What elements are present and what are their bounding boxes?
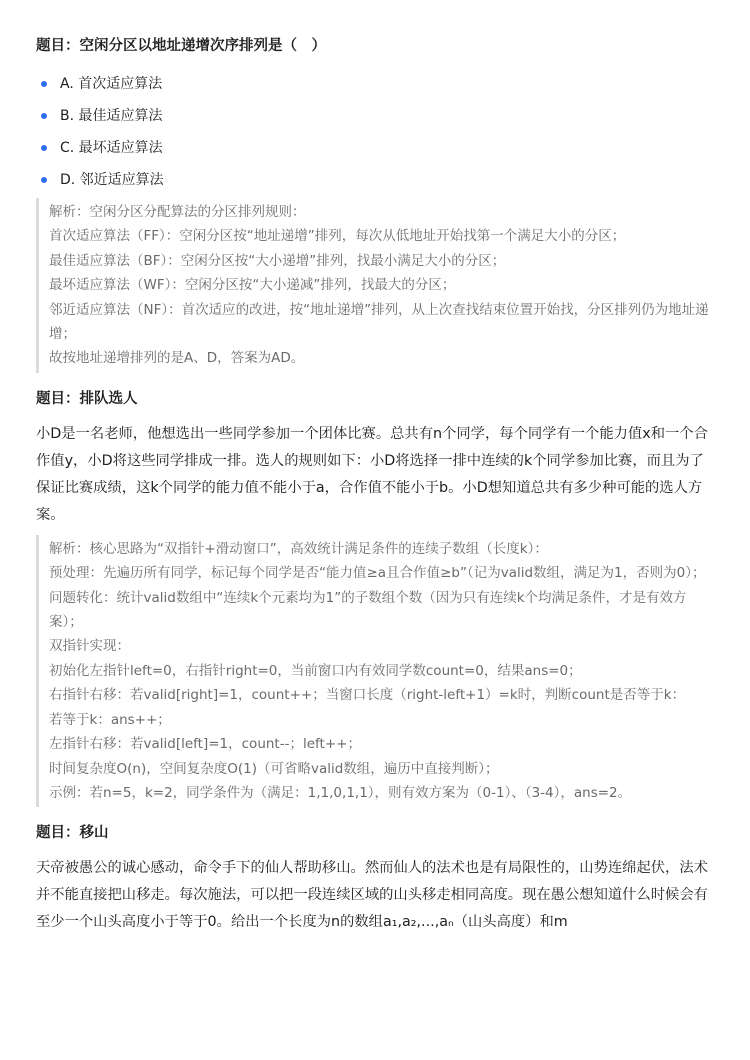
question-2-body: 小D是一名老师，他想选出一些同学参加一个团体比赛。总共有n个同学，每个同学有一个能力值x和一个合作值y，小D将这些同学排成一排。选人的规则如下：小D将选择一排中连续的k个同学参加比赛，而且为了保证比赛成绩，这k个同学的能力值不能小于a，合作值不能小于b。小D想知道总共有多少种可能的选人方案。	[36, 425, 708, 523]
question-3-body: 天帝被愚公的诚心感动，命令手下的仙人帮助移山。然而仙人的法术也是有局限性的，山势连绵起伏，法术并不能直接把山移走。每次施法，可以把一段连续区域的山头移走相同高度。现在愚公想知道什么时候会有至少一个山头高度小于等于0。给出一个长度为n的数组a₁,a₂,...,aₙ（山头高度）和m	[36, 860, 708, 931]
option-a-label: A. 首次适应算法	[60, 76, 163, 92]
analysis-line: 最坏适应算法（WF）：空闲分区按“大小递减”排列，找最大的分区；	[49, 277, 456, 294]
analysis-line: 右指针右移：若valid[right]=1，count++；当窗口长度（right-left+1）=k时，判断count是否等于k：	[49, 687, 686, 704]
analysis-line: 最佳适应算法（BF）：空闲分区按“大小递增”排列，找最小满足大小的分区；	[49, 252, 506, 269]
analysis-line: 左指针右移：若valid[left]=1，count--；left++；	[49, 736, 361, 753]
analysis-line: 问题转化：统计valid数组中“连续k个元素均为1”的子数组个数（因为只有连续k个均满足条件，才是有效方案）；	[49, 589, 687, 631]
question-2-title: 题目：排队选人	[36, 390, 138, 407]
analysis-line: 示例：若n=5，k=2，同学条件为（满足：1,1,0,1,1），则有效方案为（0-1）、（3-4），ans=2。	[49, 784, 632, 801]
analysis-line: 解析：核心思路为“双指针+滑动窗口”，高效统计满足条件的连续子数组（长度k）：	[49, 540, 548, 557]
option-d-label: D. 邻近适应算法	[60, 172, 164, 188]
option-a	[38, 68, 714, 100]
question-3	[36, 821, 714, 936]
question-1	[36, 34, 714, 373]
question-2-analysis	[36, 535, 714, 807]
bullet-icon	[41, 177, 47, 183]
analysis-line: 预处理：先遍历所有同学，标记每个同学是否“能力值≥a且合作值≥b”（记为valid数组，满足为1，否则为0）；	[49, 565, 706, 582]
option-b	[38, 100, 714, 132]
analysis-line: 邻近适应算法（NF）：首次适应的改进，按“地址递增”排列，从上次查找结束位置开始找，分区排列仍为地址递增；	[49, 301, 709, 343]
option-c	[38, 132, 714, 164]
analysis-line: 故按地址递增排列的是A、D，答案为AD。	[49, 350, 305, 367]
bullet-icon	[41, 113, 47, 119]
analysis-line: 若等于k：ans++；	[49, 711, 171, 728]
analysis-line: 解析：空闲分区分配算法的分区排列规则：	[49, 204, 306, 220]
bullet-icon	[41, 81, 47, 87]
analysis-line: 双指针实现：	[49, 638, 130, 655]
question-3-title: 题目：移山	[36, 825, 109, 842]
option-b-label: B. 最佳适应算法	[60, 108, 163, 124]
option-d	[38, 164, 714, 196]
question-2	[36, 387, 714, 807]
analysis-line: 首次适应算法（FF）：空闲分区按“地址递增”排列，每次从低地址开始找第一个满足大小的分区；	[49, 228, 626, 245]
analysis-line: 初始化左指针left=0，右指针right=0，当前窗口内有效同学数count=0，结果ans=0；	[49, 662, 582, 679]
question-1-title: 题目：空闲分区以地址递增次序排列是（ ）	[36, 38, 326, 54]
question-1-options	[36, 68, 714, 196]
question-1-analysis	[36, 198, 714, 373]
option-c-label: C. 最坏适应算法	[60, 140, 163, 156]
analysis-line: 时间复杂度O(n)，空间复杂度O(1)（可省略valid数组，遍历中直接判断）；	[49, 760, 499, 777]
bullet-icon	[41, 145, 47, 151]
